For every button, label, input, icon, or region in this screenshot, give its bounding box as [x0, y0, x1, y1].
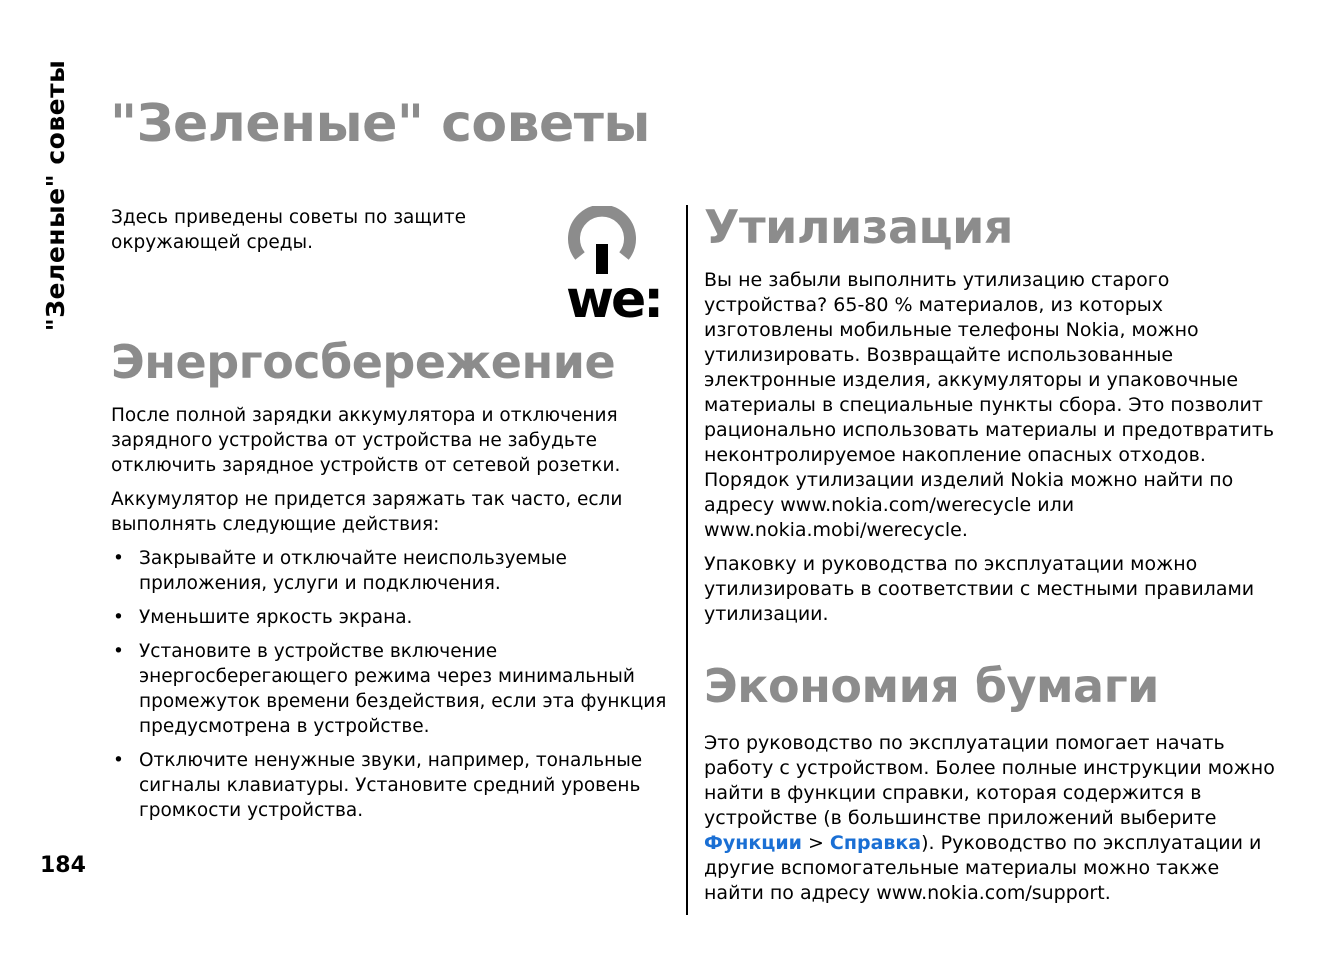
- side-tab-label: "Зеленые" советы: [41, 59, 71, 331]
- right-column: [704, 200, 1284, 915]
- menu-help: Справка: [829, 832, 922, 854]
- page-number: 184: [40, 853, 86, 878]
- paper-text-after: ). Руководство по эксплуатации и другие вспомогательные материалы можно также найти по адресу www.nokia.com/support.: [704, 832, 1262, 904]
- list-item-text: Уменьшите яркость экрана.: [139, 607, 413, 628]
- list-item: [111, 546, 676, 596]
- we-logo-text: we:: [566, 270, 662, 322]
- list-item-text: Закрывайте и отключайте неиспользуемые приложения, услуги и подключения.: [139, 548, 567, 594]
- list-item-text: Отключите ненужные звуки, например, тональные сигналы клавиатуры. Установите средний уровень громкости устройства.: [139, 750, 643, 821]
- paper-text-before: Это руководство по эксплуатации помогает начать работу с устройством. Более полные инструкции можно найти в функции справки, которая содержится в устройстве (в большинстве приложений выберите: [704, 732, 1275, 829]
- side-tab: [36, 40, 76, 350]
- menu-separator: >: [807, 832, 824, 854]
- energy-paragraph-1: После полной зарядки аккумулятора и отключения зарядного устройства от устройства не забудьте отключить зарядное устройств от сетевой розетки.: [111, 405, 621, 476]
- page-title: "Зеленые" советы: [110, 94, 650, 154]
- bullet-icon: •: [113, 641, 124, 662]
- energy-paragraph-2: Аккумулятор не придется заряжать так часто, если выполнять следующие действия:: [111, 489, 623, 535]
- recycling-paragraph-2: Упаковку и руководства по эксплуатации можно утилизировать в соответствии с местными правилами утилизации.: [704, 553, 1255, 625]
- energy-heading: Энергосбережение: [111, 335, 616, 389]
- column-divider: [686, 205, 688, 915]
- paper-paragraph: [704, 731, 1284, 906]
- left-column: [111, 205, 676, 832]
- menu-functions: Функции: [704, 832, 802, 854]
- list-item: [111, 748, 676, 823]
- recycling-paragraph-1: Вы не забыли выполнить утилизацию старого устройства? 65-80 % материалов, из которых изготовлены мобильные телефоны Nokia, можно утилизировать. Возвращайте использованные электронные изделия, аккумуляторы и упаковочные материалы в специальные пункты сбора. Это позволит рационально использовать материалы и предотвратить неконтролируемое накопление опасных отходов. Порядок утилизации изделий Nokia можно найти по адресу www.nokia.com/werecycle или www.nokia.mobi/werecycle.: [704, 269, 1275, 541]
- energy-bullet-list: [111, 546, 676, 823]
- list-item: [111, 639, 676, 739]
- list-item: [111, 605, 676, 630]
- list-item-text: Установите в устройстве включение энергосберегающего режима через минимальный промежуток времени бездействия, если эта функция предусмотрена в устройстве.: [139, 641, 667, 737]
- bullet-icon: •: [113, 548, 124, 569]
- recycling-heading: Утилизация: [704, 200, 1013, 254]
- bullet-icon: •: [113, 750, 124, 771]
- bullet-icon: •: [113, 607, 124, 628]
- intro-text: Здесь приведены советы по защите окружающей среды.: [111, 207, 467, 253]
- paper-heading: Экономия бумаги: [704, 659, 1159, 713]
